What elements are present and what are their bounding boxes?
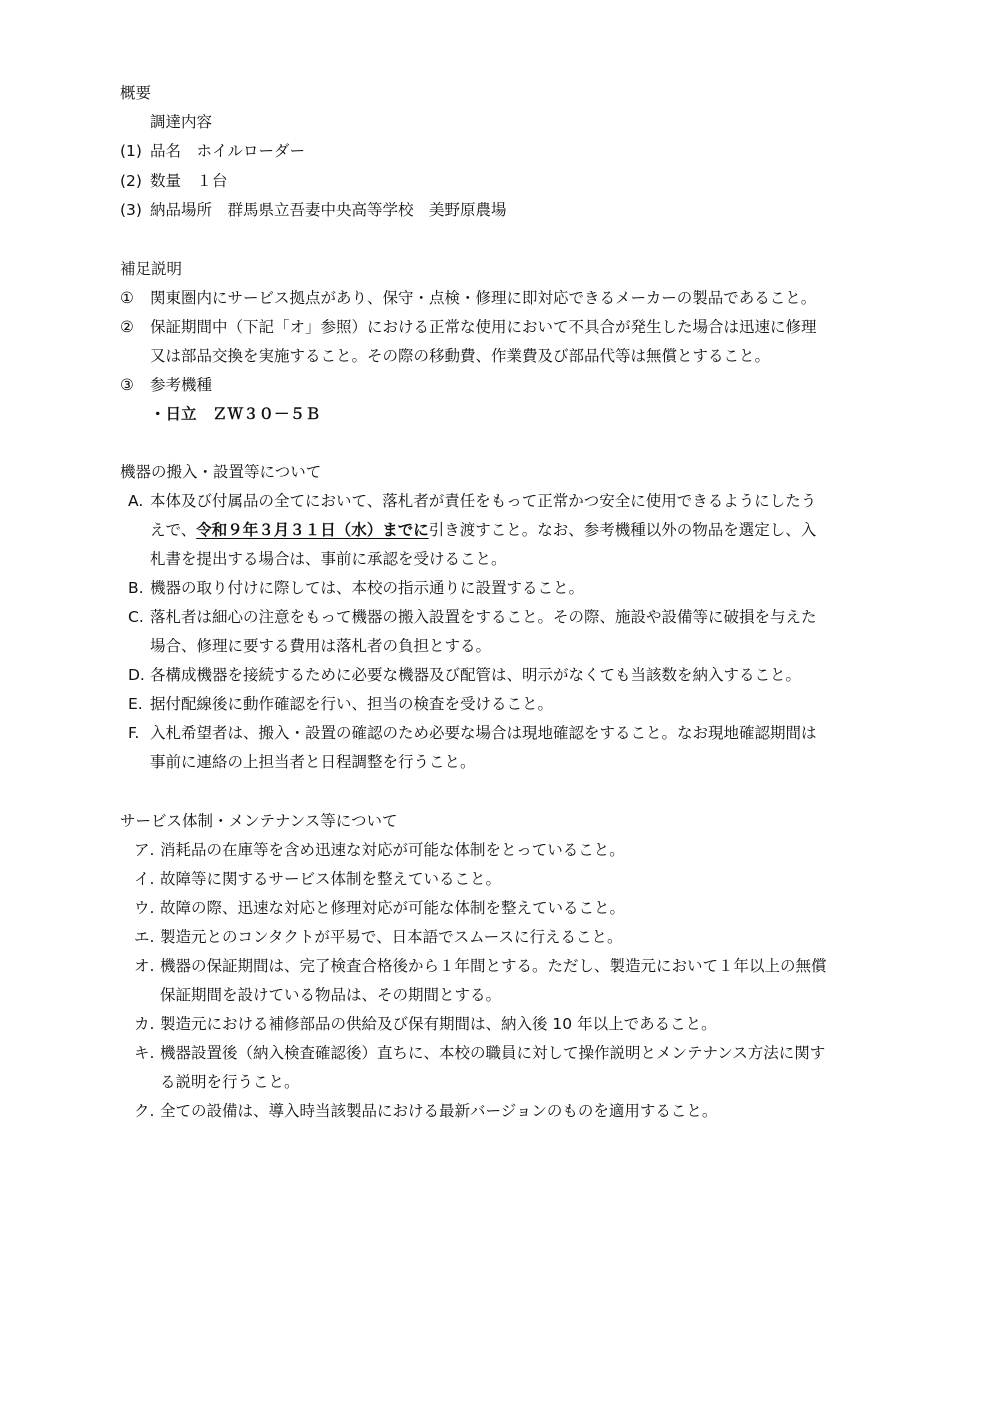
- overview-item-marker: (2): [120, 172, 142, 190]
- supplement-item-text: 参考機種: [150, 376, 213, 394]
- service-item-text: 消耗品の在庫等を含め迅速な対応が可能な体制をとっていること。: [160, 841, 625, 859]
- delivery-item-marker: B.: [128, 579, 144, 597]
- service-item-text: 製造元とのコンタクトが平易で、日本語でスムースに行えること。: [160, 928, 623, 946]
- overview-item-text: 納品場所 群馬県立吾妻中央高等学校 美野原農場: [150, 201, 507, 219]
- delivery-item-text: 本体及び付属品の全てにおいて、落札者が責任をもって正常かつ安全に使用できるようにしたう: [150, 492, 817, 510]
- service-item-marker: エ.: [134, 928, 155, 946]
- service-item-text: 機器の保証期間は、完了検査合格後から１年間とする。ただし、製造元において１年以上の無償: [160, 957, 827, 975]
- delivery-item-marker: C.: [128, 608, 144, 626]
- service-item-marker: オ.: [134, 957, 155, 975]
- service-item-text: る説明を行うこと。: [160, 1073, 300, 1091]
- delivery-item-text: 機器の取り付けに際しては、本校の指示通りに設置すること。: [150, 579, 585, 597]
- delivery-deadline: 令和９年３月３１日（水）までに: [196, 521, 429, 539]
- supplement-item-marker: ③: [120, 376, 134, 394]
- overview-item-text: 数量 １台: [150, 172, 228, 190]
- delivery-item-marker: D.: [128, 666, 145, 684]
- delivery-item-text: 据付配線後に動作確認を行い、担当の検査を受けること。: [150, 695, 554, 713]
- delivery-item-text: 落札者は細心の注意をもって機器の搬入設置をすること。その際、施設や設備等に破損を与えた: [150, 608, 817, 626]
- supplement-item-text: 関東圏内にサービス拠点があり、保守・点検・修理に即対応できるメーカーの製品であること。: [150, 289, 817, 307]
- service-item-text: 製造元における補修部品の供給及び保有期間は、納入後 10 年以上であること。: [160, 1015, 717, 1033]
- overview-heading: 概要: [120, 84, 152, 102]
- delivery-item-text: 札書を提出する場合は、事前に承認を受けること。: [150, 550, 507, 568]
- delivery-item-text: 引き渡すこと。なお、参考機種以外の物品を選定し、入: [428, 521, 817, 539]
- delivery-item-text: 各構成機器を接続するために必要な機器及び配管は、明示がなくても当該数を納入すること。: [150, 666, 802, 684]
- supplement-heading: 補足説明: [120, 260, 183, 278]
- delivery-heading: 機器の搬入・設置等について: [120, 463, 322, 481]
- delivery-item-text: 入札希望者は、搬入・設置の確認のため必要な場合は現地確認をすること。なお現地確認期間は: [150, 724, 817, 742]
- supplement-item-text: 保証期間中（下記「オ」参照）における正常な使用において不具合が発生した場合は迅速に修理: [150, 318, 817, 336]
- supplement-item-marker: ②: [120, 318, 134, 336]
- service-item-text: 故障の際、迅速な対応と修理対応が可能な体制を整えていること。: [160, 899, 626, 917]
- service-item-marker: ウ.: [134, 899, 155, 917]
- service-item-text: 機器設置後（納入検査確認後）直ちに、本校の職員に対して操作説明とメンテナンス方法に関す: [160, 1044, 826, 1062]
- service-item-marker: キ.: [134, 1044, 155, 1062]
- delivery-item-text-line2: [150, 520, 816, 540]
- overview-subheading: 調達内容: [150, 113, 213, 131]
- service-item-text: 保証期間を設けている物品は、その期間とする。: [160, 986, 502, 1004]
- overview-item-marker: (3): [120, 201, 142, 219]
- overview-item-text: 品名 ホイルローダー: [150, 142, 306, 160]
- reference-model: ・日立 ＺＷ３０－５Ｂ: [150, 405, 321, 423]
- service-item-marker: カ.: [134, 1015, 155, 1033]
- service-item-marker: ア.: [134, 841, 155, 859]
- delivery-item-marker: F.: [128, 724, 140, 742]
- delivery-item-marker: E.: [128, 695, 143, 713]
- service-heading: サービス体制・メンテナンス等について: [120, 812, 398, 830]
- service-item-marker: イ.: [134, 870, 155, 888]
- supplement-item-text: 又は部品交換を実施すること。その際の移動費、作業費及び部品代等は無償とすること。: [150, 347, 771, 365]
- service-item-text: 全ての設備は、導入時当該製品における最新バージョンのものを適用すること。: [160, 1102, 718, 1120]
- service-item-text: 故障等に関するサービス体制を整えていること。: [160, 870, 502, 888]
- overview-item-marker: (1): [120, 142, 142, 160]
- delivery-item-marker: A.: [128, 492, 144, 510]
- delivery-item-text: 事前に連絡の上担当者と日程調整を行うこと。: [150, 753, 476, 771]
- supplement-item-marker: ①: [120, 289, 134, 307]
- delivery-item-text: えで、: [150, 521, 197, 539]
- delivery-item-text: 場合、修理に要する費用は落札者の負担とする。: [150, 637, 492, 655]
- service-item-marker: ク.: [134, 1102, 155, 1120]
